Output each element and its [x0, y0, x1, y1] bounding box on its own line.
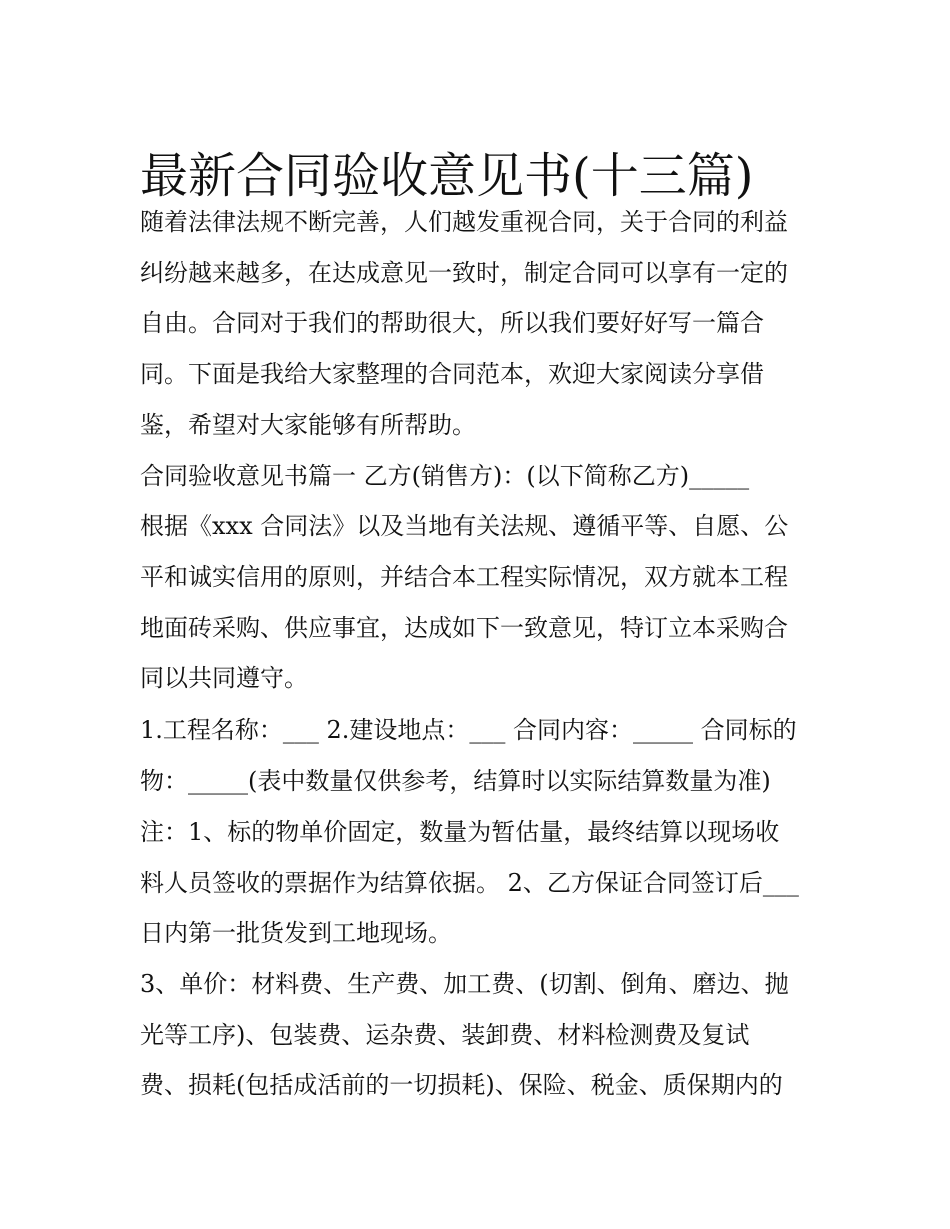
- paragraph-line: 平和诚实信用的原则，并结合本工程实际情况，双方就本工程: [140, 563, 788, 591]
- paragraph-line: 同以共同遵守。: [140, 664, 308, 692]
- paragraph-line: 费、损耗(包括成活前的一切损耗)、保险、税金、质保期内的: [140, 1071, 783, 1099]
- paragraph-line: 注：1、标的物单价固定，数量为暂估量，最终结算以现场收: [140, 818, 780, 846]
- document-title: 最新合同验收意见书(十三篇): [140, 148, 754, 205]
- paragraph-line: 1.工程名称：___ 2.建设地点：___ 合同内容：_____ 合同标的: [140, 716, 797, 744]
- paragraph-line: 纠纷越来越多，在达成意见一致时，制定合同可以享有一定的: [140, 259, 788, 287]
- paragraph-line: 同。下面是我给大家整理的合同范本，欢迎大家阅读分享借: [140, 360, 764, 388]
- paragraph-line: 根据《xxx 合同法》以及当地有关法规、遵循平等、自愿、公: [140, 512, 789, 540]
- paragraph-line: 日内第一批货发到工地现场。: [140, 919, 452, 947]
- paragraph-line: 自由。合同对于我们的帮助很大，所以我们要好好写一篇合: [140, 309, 764, 337]
- paragraph-line: 随着法律法规不断完善，人们越发重视合同，关于合同的利益: [140, 208, 788, 236]
- paragraph-line: 光等工序)、包装费、运杂费、装卸费、材料检测费及复试: [140, 1021, 750, 1049]
- paragraph-line: 3、单价：材料费、生产费、加工费、(切割、倒角、磨边、抛: [140, 970, 789, 998]
- paragraph-line: 地面砖采购、供应事宜，达成如下一致意见，特订立本采购合: [140, 614, 788, 642]
- paragraph-line: 鉴，希望对大家能够有所帮助。: [140, 411, 476, 439]
- paragraph-line: 料人员签收的票据作为结算依据。 2、乙方保证合同签订后___: [140, 869, 799, 897]
- section-heading-line: 合同验收意见书篇一 乙方(销售方)：(以下简称乙方)_____: [140, 462, 750, 490]
- paragraph-line: 物：_____(表中数量仅供参考，结算时以实际结算数量为准): [140, 767, 771, 795]
